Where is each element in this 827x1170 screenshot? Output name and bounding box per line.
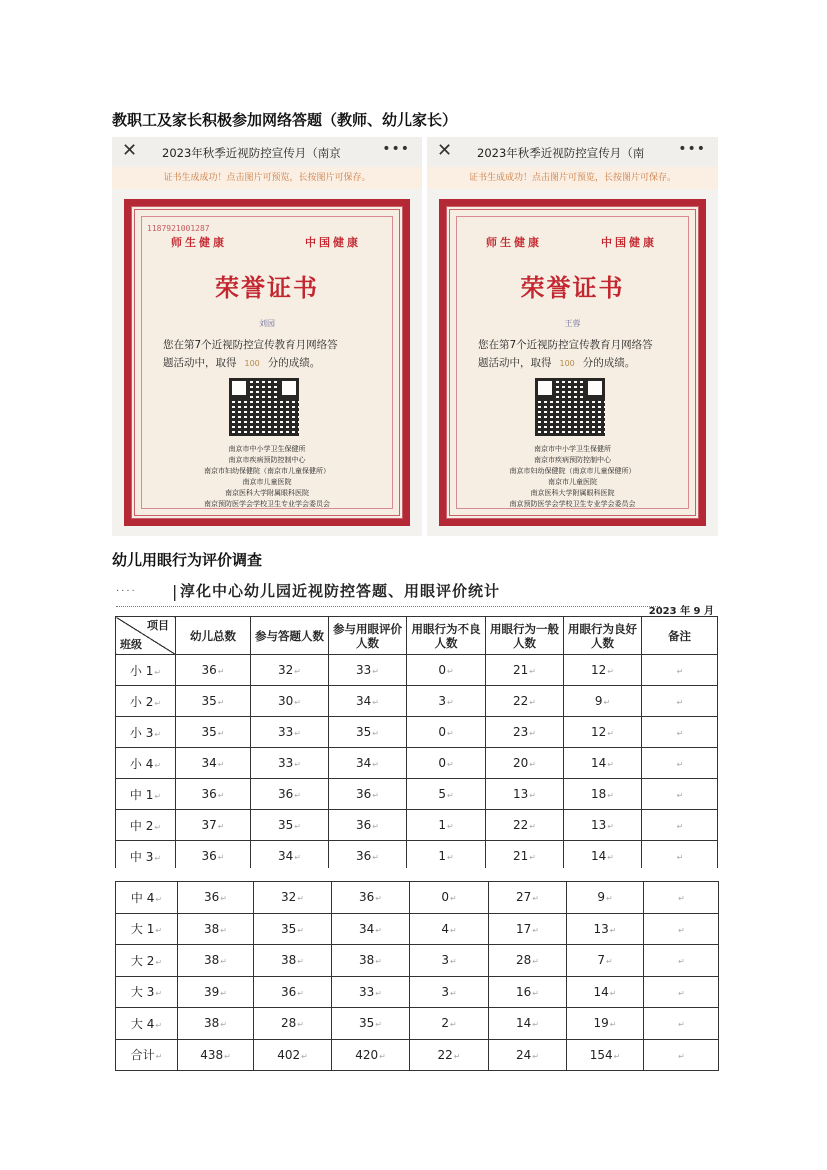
class-name-cell: 大 4↵ bbox=[116, 1008, 178, 1040]
table-cell: 14↵ bbox=[564, 748, 642, 779]
table-cell: 38↵ bbox=[254, 945, 332, 977]
table-title: 淳化中心幼儿园近视防控答题、用眼评价统计 bbox=[180, 582, 501, 600]
table-cell: 0↵ bbox=[407, 717, 486, 748]
table-row bbox=[116, 913, 719, 945]
stats-table bbox=[115, 616, 718, 868]
table-cell: 7↵ bbox=[567, 945, 644, 977]
class-name-cell: 中 4↵ bbox=[116, 882, 178, 914]
table-row bbox=[116, 717, 718, 748]
table-cell: 22↵ bbox=[410, 1039, 489, 1071]
table-row bbox=[116, 655, 718, 686]
success-notice: 证书生成成功！点击图片可预览，长按图片可保存。 bbox=[112, 167, 422, 189]
class-name-cell: 大 3↵ bbox=[116, 976, 178, 1008]
class-name-cell: 小 2↵ bbox=[116, 686, 176, 717]
table-row bbox=[116, 779, 718, 810]
table-cell: 14↵ bbox=[489, 1008, 567, 1040]
table-cell: 18↵ bbox=[564, 779, 642, 810]
table-cell: 34↵ bbox=[332, 913, 410, 945]
class-name-cell: 中 3↵ bbox=[116, 841, 176, 869]
class-name-cell: 小 1↵ bbox=[116, 655, 176, 686]
table-cell: 39↵ bbox=[178, 976, 254, 1008]
table-cell: 36↵ bbox=[329, 779, 407, 810]
score-value: 100 bbox=[244, 359, 260, 368]
table-cell: 32↵ bbox=[251, 655, 329, 686]
table-cell: ↵ bbox=[644, 945, 719, 977]
table-cell: 36↵ bbox=[178, 882, 254, 914]
table-row bbox=[116, 1008, 719, 1040]
table-cell: 20↵ bbox=[486, 748, 564, 779]
table-cell: 32↵ bbox=[254, 882, 332, 914]
certificate-title: 荣誉证书 bbox=[215, 274, 319, 302]
table-cell: 28↵ bbox=[254, 1008, 332, 1040]
header-total: 幼儿总数 bbox=[176, 617, 251, 655]
header-fair: 用眼行为一般人数 bbox=[486, 617, 564, 655]
certificate-title: 荣誉证书 bbox=[520, 274, 625, 302]
table-row bbox=[116, 976, 719, 1008]
app-title: 2023年秋季近视防控宣传月（南京 bbox=[162, 146, 341, 160]
slogan-left: 师生健康 bbox=[486, 236, 542, 249]
table-row bbox=[116, 1039, 719, 1071]
table-cell: 12↵ bbox=[564, 655, 642, 686]
table-cell: 35↵ bbox=[251, 810, 329, 841]
certificate-paper bbox=[446, 206, 699, 519]
body-line-1: 您在第7个近视防控宣传教育月网络答 bbox=[478, 339, 653, 351]
table-cell: 35↵ bbox=[176, 686, 251, 717]
table-row bbox=[116, 748, 718, 779]
stats-table-image-bottom bbox=[112, 878, 726, 1072]
table-cell: 34↵ bbox=[329, 748, 407, 779]
table-cell: ↵ bbox=[642, 717, 718, 748]
table-cell: 13↵ bbox=[567, 913, 644, 945]
class-name-cell: 大 1↵ bbox=[116, 913, 178, 945]
table-cell: 36↵ bbox=[251, 779, 329, 810]
table-cell: ↵ bbox=[644, 1039, 719, 1071]
stats-table-continued bbox=[115, 881, 719, 1071]
table-header-row bbox=[116, 617, 718, 655]
header-eval: 参与用眼评价人数 bbox=[329, 617, 407, 655]
table-cell: ↵ bbox=[644, 976, 719, 1008]
table-cell: 3↵ bbox=[410, 976, 489, 1008]
body-line-2: 题活动中，取得 100 分的成绩。 bbox=[478, 357, 636, 369]
success-notice: 证书生成成功！点击图片可预览，长按图片可保存。 bbox=[427, 167, 718, 189]
table-row bbox=[116, 882, 719, 914]
qr-code-icon bbox=[535, 378, 605, 436]
issuer-list: 南京市中小学卫生保健所 南京市疾病预防控制中心 南京市妇幼保健院（南京市儿童保健所） 南京市儿童医院 南京医科大学附属眼科医院 南京预防医学会学校卫生专业学会委员会 bbox=[204, 445, 330, 508]
class-name-cell: 合计↵ bbox=[116, 1039, 178, 1071]
table-cell: 36↵ bbox=[329, 810, 407, 841]
slogan-right: 中国健康 bbox=[305, 236, 361, 249]
table-cell: 33↵ bbox=[332, 976, 410, 1008]
table-cell: ↵ bbox=[644, 882, 719, 914]
section-heading-teachers: 教职工及家长积极参加网络答题（教师、幼儿家长） bbox=[112, 111, 458, 129]
table-row bbox=[116, 686, 718, 717]
table-cell: 33↵ bbox=[251, 717, 329, 748]
certificate-paper bbox=[131, 206, 403, 519]
app-title: 2023年秋季近视防控宣传月（南 bbox=[477, 146, 645, 160]
table-cell: 36↵ bbox=[254, 976, 332, 1008]
table-cell: 22↵ bbox=[486, 810, 564, 841]
score-value: 100 bbox=[559, 359, 575, 368]
table-cell: 38↵ bbox=[178, 913, 254, 945]
table-date: 2023 年 9 月 bbox=[648, 606, 714, 617]
certificate-body bbox=[163, 336, 381, 373]
close-icon[interactable]: ✕ bbox=[437, 140, 453, 161]
honor-certificate[interactable] bbox=[439, 199, 706, 526]
table-cell: 0↵ bbox=[407, 748, 486, 779]
table-cell: 438↵ bbox=[178, 1039, 254, 1071]
table-cell: 420↵ bbox=[332, 1039, 410, 1071]
table-cell: ↵ bbox=[644, 1008, 719, 1040]
table-cell: 33↵ bbox=[329, 655, 407, 686]
header-notes: 备注 bbox=[642, 617, 718, 655]
table-row bbox=[116, 810, 718, 841]
table-cell: 2↵ bbox=[410, 1008, 489, 1040]
table-cell: ↵ bbox=[644, 913, 719, 945]
table-cell: ↵ bbox=[642, 810, 718, 841]
app-topbar bbox=[112, 137, 422, 167]
phone-screenshot-left bbox=[112, 137, 422, 536]
body-line-2: 题活动中，取得 100 分的成绩。 bbox=[163, 357, 321, 369]
header-quiz: 参与答题人数 bbox=[251, 617, 329, 655]
table-row bbox=[116, 945, 719, 977]
phone-screenshot-right bbox=[427, 137, 718, 536]
table-cell: 36↵ bbox=[176, 655, 251, 686]
table-cell: 9↵ bbox=[564, 686, 642, 717]
table-cell: 28↵ bbox=[489, 945, 567, 977]
recipient-name: 刘园 bbox=[259, 319, 275, 328]
table-cell: ↵ bbox=[642, 686, 718, 717]
table-cell: 36↵ bbox=[176, 779, 251, 810]
table-cell: 27↵ bbox=[489, 882, 567, 914]
stats-table-image-top: ···· | 淳化中心幼儿园近视防控答题、用眼评价统计 2023 年 9 月 项目 班级 幼儿总数 参与答题人数 参与用眼评价人数 用眼行为不良人数 用眼行为一般人数 用眼行为良好人数 备注 小 1↵ 36↵ 32↵ 33↵ 0↵ 21↵ 12↵ ↵ 小 2↵ 35↵ 30↵ 34↵ 3↵ 22↵ 9↵ ↵ 小 3↵ 35↵ 33↵ 35↵ 0↵ 23↵ 12↵ ↵ 小 4↵ 34↵ 33↵ 34↵ 0↵ 20↵ 14↵ ↵ 中 1↵ 36↵ 36↵ 36↵ 5↵ 13↵ 18↵ ↵ 中 2↵ 37↵ 35↵ 36↵ 1↵ 22↵ 13↵ ↵ 中 3↵ 36↵ 34↵ 36↵ 1↵ 21↵ 14↵ ↵ bbox=[112, 578, 720, 868]
table-cell: 37↵ bbox=[176, 810, 251, 841]
table-cell: 9↵ bbox=[567, 882, 644, 914]
table-cell: ↵ bbox=[642, 655, 718, 686]
certificate-body bbox=[478, 336, 677, 373]
recipient-name: 王蓉 bbox=[564, 319, 581, 328]
class-name-cell: 大 2↵ bbox=[116, 945, 178, 977]
qr-code-icon bbox=[229, 378, 299, 436]
section-heading-survey: 幼儿用眼行为评价调查 bbox=[112, 551, 263, 569]
table-cell: 38↵ bbox=[178, 1008, 254, 1040]
table-cell: 4↵ bbox=[410, 913, 489, 945]
table-cell: 35↵ bbox=[329, 717, 407, 748]
issuer-list: 南京市中小学卫生保健所 南京市疾病预防控制中心 南京市妇幼保健院（南京市儿童保健所） 南京市儿童医院 南京医科大学附属眼科医院 南京预防医学会学校卫生专业学会委员会 bbox=[509, 445, 636, 508]
table-cell: 21↵ bbox=[486, 841, 564, 869]
table-cell: 13↵ bbox=[564, 810, 642, 841]
app-topbar bbox=[427, 137, 718, 167]
more-icon[interactable]: ••• bbox=[678, 141, 706, 157]
table-cell: 34↵ bbox=[251, 841, 329, 869]
table-cell: 35↵ bbox=[254, 913, 332, 945]
table-cell: 12↵ bbox=[564, 717, 642, 748]
table-cell: 13↵ bbox=[486, 779, 564, 810]
table-cell: 154↵ bbox=[567, 1039, 644, 1071]
table-cell: 34↵ bbox=[329, 686, 407, 717]
table-cell: 5↵ bbox=[407, 779, 486, 810]
corner-header: 项目 班级 bbox=[116, 617, 176, 655]
table-cell: 33↵ bbox=[251, 748, 329, 779]
table-cell: 1↵ bbox=[407, 810, 486, 841]
table-cell: 0↵ bbox=[410, 882, 489, 914]
table-cell: 34↵ bbox=[176, 748, 251, 779]
table-cell: 402↵ bbox=[254, 1039, 332, 1071]
body-line-1: 您在第7个近视防控宣传教育月网络答 bbox=[163, 339, 338, 351]
table-cell: 1↵ bbox=[407, 841, 486, 869]
header-good: 用眼行为良好人数 bbox=[564, 617, 642, 655]
table-cell: 0↵ bbox=[407, 655, 486, 686]
table-cell: 3↵ bbox=[407, 686, 486, 717]
class-name-cell: 小 4↵ bbox=[116, 748, 176, 779]
table-cell: 38↵ bbox=[178, 945, 254, 977]
table-cell: ↵ bbox=[642, 748, 718, 779]
table-cell: 36↵ bbox=[332, 882, 410, 914]
table-row bbox=[116, 841, 718, 869]
table-cell: 38↵ bbox=[332, 945, 410, 977]
table-cell: 17↵ bbox=[489, 913, 567, 945]
close-icon[interactable]: ✕ bbox=[122, 140, 138, 161]
table-cell: 14↵ bbox=[564, 841, 642, 869]
table-cell: 35↵ bbox=[176, 717, 251, 748]
more-icon[interactable]: ••• bbox=[382, 141, 410, 157]
table-cell: 16↵ bbox=[489, 976, 567, 1008]
table-cell: 36↵ bbox=[176, 841, 251, 869]
class-name-cell: 小 3↵ bbox=[116, 717, 176, 748]
class-name-cell: 中 1↵ bbox=[116, 779, 176, 810]
table-cell: 21↵ bbox=[486, 655, 564, 686]
header-poor: 用眼行为不良人数 bbox=[407, 617, 486, 655]
table-cell: 14↵ bbox=[567, 976, 644, 1008]
table-cell: ↵ bbox=[642, 779, 718, 810]
slogan-left: 师生健康 bbox=[171, 236, 227, 249]
honor-certificate[interactable] bbox=[124, 199, 410, 526]
table-cell: 3↵ bbox=[410, 945, 489, 977]
table-cell: 24↵ bbox=[489, 1039, 567, 1071]
table-cell: ↵ bbox=[642, 841, 718, 869]
slogan-right: 中国健康 bbox=[601, 236, 657, 249]
table-cell: 35↵ bbox=[332, 1008, 410, 1040]
certificate-id: 1187921001287 bbox=[147, 224, 210, 233]
table-cell: 19↵ bbox=[567, 1008, 644, 1040]
table-cell: 22↵ bbox=[486, 686, 564, 717]
table-cell: 30↵ bbox=[251, 686, 329, 717]
table-cell: 23↵ bbox=[486, 717, 564, 748]
table-cell: 36↵ bbox=[329, 841, 407, 869]
class-name-cell: 中 2↵ bbox=[116, 810, 176, 841]
